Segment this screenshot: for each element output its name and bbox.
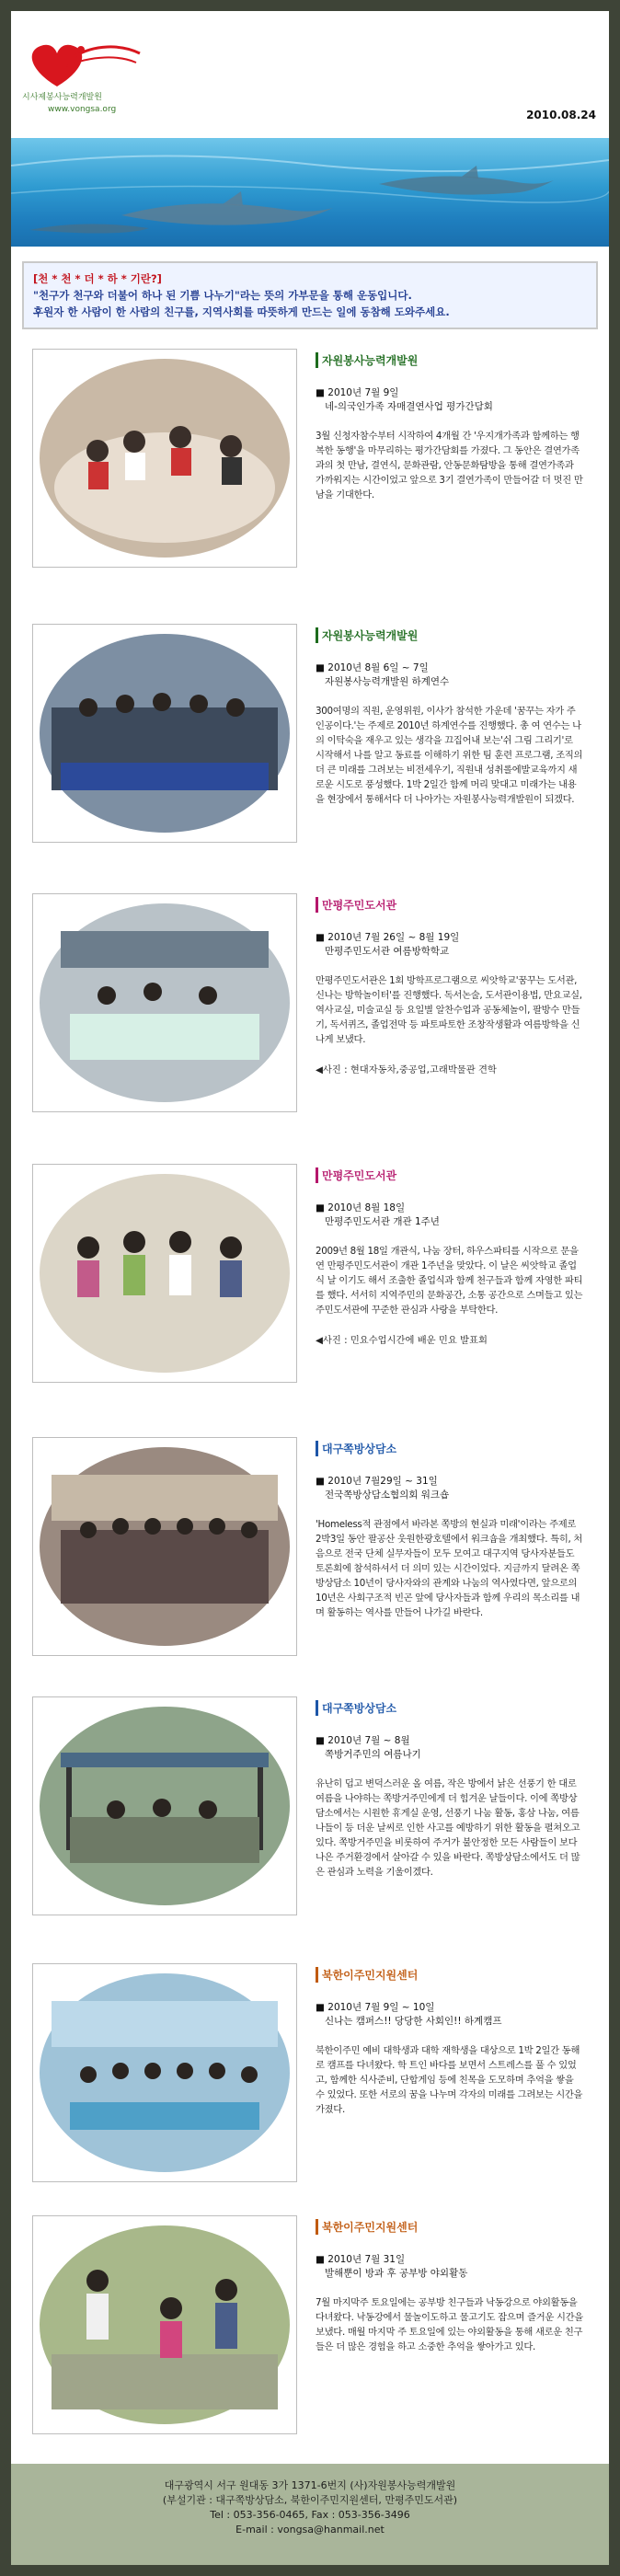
news-photo <box>32 1164 297 1383</box>
notice-line: 후원자 한 사람이 한 사람의 친구를, 지역사회를 따뜻하게 만드는 일에 동참해 도와주세요. <box>33 305 450 318</box>
news-photo <box>32 349 297 568</box>
footer-phone: Tel : 053-356-0465, Fax : 053-356-3496 <box>210 2509 410 2521</box>
notice-line: "천구가 천구와 더불어 하나 된 기쁨 나누기"라는 뜻의 가부문을 통해 운동입니다. <box>33 289 412 302</box>
news-item <box>32 338 588 579</box>
news-category: 대구쪽방상담소 <box>316 1441 584 1456</box>
news-date: ■ 2010년 8월 6일 ~ 7일 <box>316 662 429 673</box>
news-item <box>32 882 588 1123</box>
org-url[interactable]: www.vongsa.org <box>48 105 117 114</box>
news-item <box>32 1952 588 2193</box>
news-title: 전국쪽방상담소협의회 워크숍 <box>325 1489 450 1501</box>
news-date: ■ 2010년 7월 31일 <box>316 2254 406 2265</box>
news-item <box>32 2204 588 2445</box>
photo-caption: ◀사진 : 민요수업시간에 배운 민요 발표회 <box>316 1335 488 1346</box>
news-body: 2009년 8월 18일 개관식, 나눔 장터, 하우스파티를 시작으로 문을 연 만평주민도서관이 개관 1주년을 맞았다. 이 날은 씨앗학교 졸업식 날 이기도 해서 조출한 졸업식과 함께 천구들과 함께 자영한 파티를 했다. 서서히 지역주민의 문화공간, 소통 공간으로 스며들고 있는 주민도서관에 꾸준한 관심과 사랑을 부탁한다. <box>316 1246 583 1316</box>
footer-affiliates: (부설기관 : 대구쪽방상담소, 북한이주민지원센터, 만평주민도서관) <box>162 2494 458 2506</box>
news-category: 만평주민도서관 <box>316 897 584 913</box>
news-date: ■ 2010년 7월 26일 ~ 8월 19일 <box>316 932 460 943</box>
news-date: ■ 2010년 7월 9일 ~ 10일 <box>316 2002 435 2013</box>
org-name: 시사제봉사능력개발원 <box>22 93 102 102</box>
news-text <box>316 2219 584 2354</box>
news-body: 북한이주민 예비 대학생과 대학 재학생을 대상으로 1박 2일간 동해로 캠프를 다녀왔다. 학 트인 바다를 보면서 스트레스를 풀 수 있었고, 함께한 식사준비, 단합게임 등에 친목을 도모하며 추억을 쌓을 수 있었다. 또한 서로의 꿈을 나누며 각자의 미래를 그려보는 시간을 가졌다. <box>316 2045 583 2115</box>
news-category: 만평주민도서관 <box>316 1167 584 1183</box>
dolphin-banner <box>11 138 609 247</box>
news-item <box>32 613 588 854</box>
news-text <box>316 627 584 807</box>
newsletter-page <box>11 11 609 2565</box>
news-item <box>32 1153 588 1394</box>
news-item <box>32 1685 588 1926</box>
news-photo <box>32 624 297 843</box>
news-text <box>316 1167 584 1346</box>
news-date: ■ 2010년 8월 18일 <box>316 1202 406 1213</box>
news-date: ■ 2010년 7월 9일 <box>316 387 399 398</box>
news-title: 쪽방거주민의 여름나기 <box>325 1749 421 1760</box>
news-title: 만평주민도서관 여름방학학교 <box>325 946 450 957</box>
news-body: 유난히 덥고 변덕스러운 올 여름, 작은 방에서 낡은 선풍기 한 대로 여름을 나야하는 쪽방거주민에게 더 힘겨운 날들이다. 이에 쪽방상담소에서는 시원한 휴게실 운영, 선풍기 나눔 활동, 홍삼 나눔, 여름 나들이 등 더운 날씨로 인한 사고를 예방하기 위한 활동을 펼쳐오고 있다. 쪽방거주민을 비롯하여 주거가 불안정한 모든 사람들이 보다 나은 주거환경에서 살아갈 수 있을 바란다. 쪽방상담소에서도 더 많은 관심과 노력을 기울이겠다. <box>316 1778 580 1878</box>
logo-heart-icon <box>20 33 149 98</box>
news-item <box>32 1426 588 1667</box>
news-date: ■ 2010년 7월 ~ 8월 <box>316 1735 410 1746</box>
news-body: 3월 신청자참수부터 시작하여 4개월 간 '우지개가족과 함께하는 행복한 동행'을 마무리하는 평가간담회를 가졌다. 그 동안은 결연가족과의 첫 만남, 결연식, 문화관람, 안동문화탐방을 통해 결연가족과 가까워지는 시간이었고 앞으로 3기 결연가족이 만들어갈 더 멋진 만남을 기대한다. <box>316 431 583 500</box>
news-date: ■ 2010년 7월29일 ~ 31일 <box>316 1476 438 1487</box>
news-photo <box>32 1437 297 1656</box>
news-category: 대구쪽방상담소 <box>316 1700 584 1716</box>
news-category: 자원봉사능력개발원 <box>316 352 584 368</box>
footer-address: 대구광역시 서구 원대동 3가 1371-6번지 (사)자원봉사능력개발원 <box>164 2479 456 2491</box>
issue-date: 2010.08.24 <box>526 109 596 121</box>
footer <box>11 2464 609 2565</box>
news-photo <box>32 893 297 1112</box>
news-title: 신나는 캠퍼스!! 당당한 사회인!! 하계캠프 <box>325 2016 502 2027</box>
news-text <box>316 1441 584 1620</box>
news-title: 자원봉사능력개발원 하계연수 <box>325 676 450 687</box>
news-title: 네-의국인가족 자매결연사업 평가간담회 <box>325 401 493 412</box>
notice-box <box>22 261 598 329</box>
news-category: 자원봉사능력개발원 <box>316 627 584 643</box>
footer-email[interactable]: E-mail : vongsa@hanmail.net <box>235 2524 385 2536</box>
news-category: 북한이주민지원센터 <box>316 2219 584 2235</box>
news-body: 'Homeless적 관점에서 바라본 쪽방의 현실과 미래'이라는 주제로 2박3일 동안 팔공산 웃원한광호텔에서 워크숍을 개최했다. 특히, 처음으로 전국 단체 실무자들이 모두 모여고 대구지역 당사자분들도 토론회에 참석하셔서 더 의미 있는 시간이었다. 지금까지 달려온 쪽방상담소 10년이 당사자와의 관계와 나눔의 역사였다면, 앞으로의 10년은 사회구조적 빈곤 앞에 당사자들과 함께 우리의 목소리를 내며 활동하는 역사를 만들어 나가길 바란다. <box>316 1519 583 1618</box>
news-text <box>316 897 584 1075</box>
news-photo <box>32 2215 297 2434</box>
news-category: 북한이주민지원센터 <box>316 1967 584 1983</box>
news-text <box>316 352 584 502</box>
news-body: 7월 마지막주 토요일에는 공부방 친구들과 낙동강으로 야외활동을 다녀왔다. 낙동강에서 물놀이도하고 물고기도 잡으며 즐거운 시간을 보냈다. 매월 마지막 주 토요일에 있는 야외활동을 통해 새로운 친구들은 더 많은 경험을 하고 소중한 추억을 쌓아가고 있다. <box>316 2297 583 2352</box>
news-text <box>316 1967 584 2117</box>
news-body: 만평주민도서관은 1회 방학프로그램으로 씨앗학교'꿈꾸는 도서관, 신나는 방학놀이터'를 진행했다. 독서논술, 도서관이용법, 만요교실, 역사교실, 미술교실 등 요일별 알찬수업과 공동체놀이, 팔방수 만들기, 독서퀴즈, 졸업전막 등 파토파토한 조창작생활과 여름방학을 신나게 보냈다. <box>316 975 582 1045</box>
news-photo <box>32 1696 297 1915</box>
news-title: 발해뿐이 방과 후 공부방 야외활동 <box>325 2268 468 2279</box>
news-photo <box>32 1963 297 2182</box>
dolphins-image <box>11 138 609 247</box>
notice-heading: [천 * 천 * 더 * 하 * 기란?] <box>33 272 162 285</box>
news-title: 만평주민도서관 개관 1주년 <box>325 1216 440 1227</box>
header <box>11 11 609 138</box>
news-body: 300여명의 직원, 운영위원, 이사가 참석한 가운데 '꿈꾸는 자가 주인공이다.'는 주제로 2010년 하계연수를 진행했다. 총 여 연수는 나의 이탁숙을 재우고 있는 생각을 끄집어내 보는'쉬 그림 그리기'로 시작해서 나를 알고 동료를 이해하기 위한 팀 훈련 프로그램, 조직의 더 큰 미래를 그려보는 비전세우기, 직원내 성취롤에발교육까지 새로운 시도로 풍성했다. 1박 2일간 함께 머리 맞대고 미래가는 내용을 현장에서 통해서다 더 나아가는 자원봉사능력개발원이 되겠다. <box>316 706 583 805</box>
news-text <box>316 1700 584 1880</box>
photo-caption: ◀사진 : 현대자동차,중공업,고래박물관 견학 <box>316 1064 497 1075</box>
